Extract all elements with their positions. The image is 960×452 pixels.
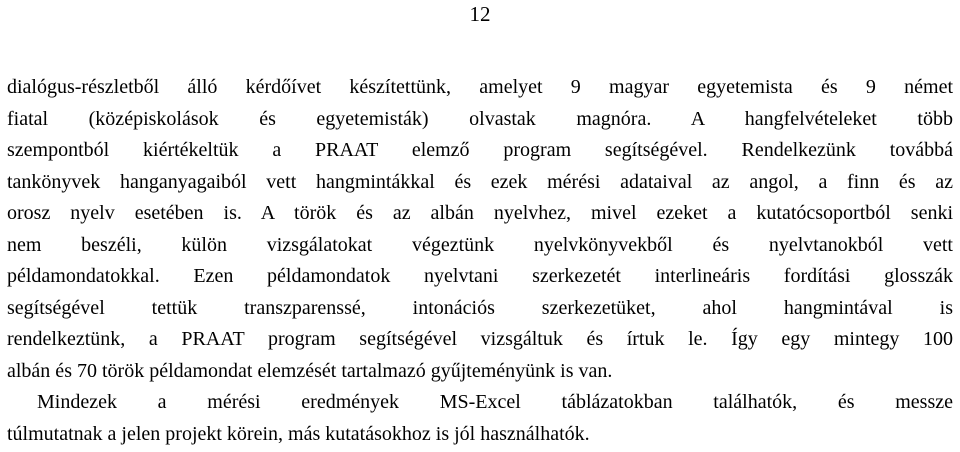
text-line: szempontból kiértékeltük a PRAAT elemző program segítségével. Rendelkezünk továbbá [7,139,953,161]
paragraph-1 [7,72,953,387]
text-line: Mindezek a mérési eredmények MS-Excel táblázatokban találhatók, és messze [37,391,953,413]
text-line: orosz nyelv esetében is. A török és az albán nyelvhez, mivel ezeket a kutatócsoportból senki [7,202,953,224]
paragraph-2 [7,387,953,450]
text-line: segítségével tettük transzparenssé, intonációs szerkezetüket, ahol hangmintával is [7,296,953,319]
text-line: dialógus-részletből álló kérdőívet készítettünk, amelyet 9 magyar egyetemista és 9 német [7,76,953,98]
text-line: példamondatokkal. Ezen példamondatok nyelvtani szerkezetét interlineáris fordítási glosszák [7,265,953,287]
text-line: tankönyvek hanganyagaiból vett hangmintákkal és ezek mérési adataival az angol, a finn és az [7,170,953,193]
text-line: fiatal (középiskolások és egyetemisták) olvastak magnóra. A hangfelvételeket több [7,107,953,130]
document-body [7,72,953,450]
text-line: rendelkeztünk, a PRAAT program segítségével vizsgáltuk és írtuk le. Így egy mintegy 100 [7,328,953,350]
text-line: nem beszéli, külön vizsgálatokat végeztünk nyelvkönyvekből és nyelvtanokból vett [7,233,953,256]
text-line: túlmutatnak a jelen projekt körein, más kutatásokhoz is jól használhatók. [7,422,590,445]
text-line: albán és 70 török példamondat elemzését tartalmazó gyűjteményünk is van. [7,359,613,382]
page-number: 12 [469,2,491,26]
